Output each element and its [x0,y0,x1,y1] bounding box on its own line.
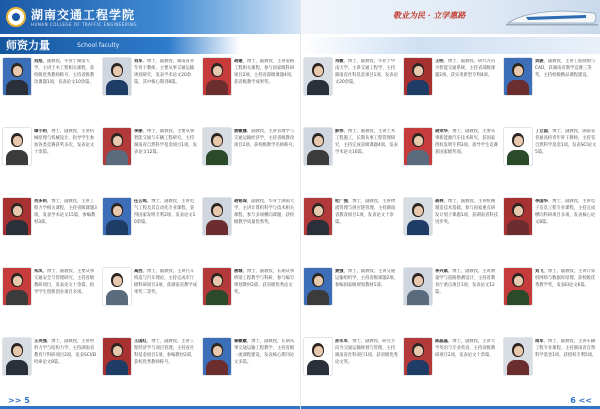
teacher-bio: 刘飞，博士，副教授，主讲计算机网络与数据库原理，获校级优秀教学奖，发表EI论文6篇。 [535,269,596,288]
teacher-bio-text: 博士，副教授，主讲电气工程及其自动化专业课程，获得国家发明专利2项，发表论文10余篇。 [134,199,196,225]
teacher-card [501,56,600,126]
teacher-bio-text: 博士，副教授，主讲工程力学相关课程，主持省级课题3项，发表学术论文15篇，参编教材3部。 [34,199,97,225]
teacher-card [501,126,600,196]
teacher-bio: 肖敏，博士，副教授，毕业于中南大学，主讲交通工程学，主持湖南省社科基金项目1项，发表论文20余篇。 [335,59,398,85]
teacher-bio-text: 博士，副教授，主要从事新能源汽车技术研究，获国家授权发明专利3项，指导学生竞赛获国家级奖项。 [435,129,498,155]
teacher-photo [504,128,532,165]
teacher-bio: 高西，博士，副教授，主讲汽车构造与汽车理论，主持完成市厅级科研项目3项，获湖南省教学成果奖二等奖。 [134,269,197,295]
teacher-bio-text: 副教授，主讲管理学与交通运输经济学，主持省级教改项目2项，获校级教学名师称号。 [234,129,297,148]
teacher-bio: 李丽，博士，副教授，主要从事智能交通与车辆工程研究，主持湖南省自然科学基金项目1项，发表论文12篇。 [134,129,197,155]
teacher-bio-text: 博士，副教授，主讲交通运输组织学，主持省级课题2项，参编国家级规划教材1部。 [335,269,398,288]
teacher-bio-text: 博士，副教授，研究方向为交通运输规划与管理，主持湖南省社科项目1项，获省级优秀论文奖。 [335,339,398,365]
teacher-bio-text: 博士，副教授，湖南省普通高校青年骨干教师，主持省自然科学基金1项，发表SCI论文5篇。 [535,129,597,155]
teacher-name: 王国红 [134,339,147,344]
teacher-bio-text: 博士，副教授，主讲材料力学与结构力学，主持湖南省教育厅科研项目2项，发表SCI/EI检索论文8篇。 [34,339,97,365]
teacher-photo [504,338,532,375]
teacher-photo [3,268,31,305]
teacher-card [100,336,200,406]
teacher-name: 王英强 [34,339,47,344]
teacher-photo [304,268,332,305]
teacher-name: 谭小莉 [34,129,47,134]
teacher-photo [203,58,231,95]
teacher-name: 周军 [535,339,544,344]
teacher-card [200,56,300,126]
teacher-bio: 王英强，博士，副教授，主讲材料力学与结构力学，主持湖南省教育厅科研项目2项，发表SCI/EI检索论文8篇。 [34,339,97,365]
teacher-photo [304,128,332,165]
teacher-name: 陈晶晶 [435,339,448,344]
teacher-card [100,126,200,196]
teacher-name: 李丽 [134,129,143,134]
teacher-bio: 胡建，博士，副教授，主讲道路工程相关课程，参与国家级科研项目2项，主持省部级课题4项，获省级教学成果奖。 [234,59,296,85]
teacher-bio-text: 博士，副教授，主讲土木工程施工，长期从事工程管理研究，主持完成省级课题4项，发表学术论文16篇。 [335,129,398,155]
teacher-card [100,266,200,336]
teacher-name: 吴骏 [535,59,544,64]
section-banner [0,37,240,54]
school-logo-icon [6,7,26,27]
section-title-en: School faculty [77,42,120,49]
teacher-card [301,126,401,196]
teacher-bio-text: 博士，副教授，主讲计算机网络与数据库原理，获校级优秀教学奖，发表EI论文6篇。 [535,269,596,288]
teacher-photo [3,338,31,375]
teacher-photo [404,58,432,95]
teacher-photo [103,198,131,235]
teacher-card [301,196,401,266]
teacher-name: 高西 [134,269,143,274]
teacher-bio: 刘旭，副教授，毕业于湖南大学，主讲土木工程相关课程，获校级优秀教师称号，主持省级教改课题1项，发表论文10余篇。 [34,59,95,85]
teacher-photo [504,198,532,235]
teacher-bio: 黄敏娜，副教授，主讲管理学与交通运输经济学，主持省级教改项目2项，获校级教学名师称号。 [234,129,297,148]
teacher-name: 肖多莉 [34,199,47,204]
teacher-bio: 周军，博士，副教授，主讲车辆工程专业课程，主持湖南省自然科学基金1项，获授权专利5项。 [535,339,597,358]
teacher-bio: 胡荣华，博士，副教授，主要从事新能源汽车技术研究，获国家授权发明专利3项，指导学生竞赛获国家级奖项。 [435,129,498,155]
teacher-name: 孙永军 [335,339,348,344]
teacher-name: 秦敏敏 [234,339,247,344]
teacher-bio-text: 博士，副教授，湖南省青年骨干教师，主要从事交通运输规划研究，发表学术论文20余篇，其中核心期刊8篇。 [134,59,195,85]
teacher-bio: 任云鸣，博士，副教授，主讲电气工程及其自动化专业课程，获得国家发明专利2项，发表论文10余篇。 [134,199,196,225]
right-page [300,0,600,409]
teacher-card [100,56,200,126]
teacher-bio: 胡林，博士，副教授，主讲机械制造技术基础，参与国家重点研发计划子课题1项，获湖南省科技进步奖。 [435,199,498,225]
teacher-photo [404,338,432,375]
teacher-card [301,56,401,126]
teacher-card [301,266,401,336]
teacher-bio: 彭伟，博士，副教授，主讲土木工程施工，长期从事工程管理研究，主持完成省级课题4项，发表学术论文16篇。 [335,129,398,155]
teacher-photo [203,198,231,235]
teacher-bio-text: 博士，副教授，主讲道路工程相关课程，参与国家级科研项目2项，主持省部级课题4项，获省级教学成果奖。 [234,59,296,85]
teacher-bio: 唐城，博士，副教授，长期从事桥梁工程教学与科研，参与编写规划教材2部，获省级优秀论文奖。 [234,269,295,295]
teacher-card [0,56,100,126]
teacher-bio-text: 博士，副教授，主要从事智能交通与车辆工程研究，主持湖南省自然科学基金项目1项，发表论文12篇。 [134,129,197,155]
teacher-card [401,56,501,126]
teacher-name: 唐城 [234,269,243,274]
teacher-bio-text: 博士，副教授，主讲机械原理与机械设计，指导学生参加各类竞赛获奖多次，发表论文十余篇。 [34,129,95,155]
teacher-photo [103,58,131,95]
teacher-photo [504,58,532,95]
teacher-card [301,336,401,406]
teacher-bio: 朱凤，博士，副教授，主要从事交通安全与管理研究，主持省级教研项目，发表论文十余篇，指导学生创新创业项目多项。 [34,269,95,295]
teacher-bio-text: 博士，副教授，研究方向为智能交通系统，主持省部级课题2项，获实用新型专利4项。 [435,59,496,78]
page-number-left: >> 5 [8,396,30,405]
teacher-name: 胡林 [435,199,444,204]
teacher-card [501,266,600,336]
teacher-card [200,266,300,336]
teacher-bio-text: 博士，副教授，毕业于中南大学，主讲交通工程学，主持湖南省社科基金项目1项，发表论文20余篇。 [335,59,398,85]
school-name-en: HUNAN COLLEGE OF TRAFFIC ENGINEERING [31,22,138,27]
teacher-bio-text: 博士，副教授，主讲汽车构造与汽车理论，主持完成市厅级科研项目3项，获湖南省教学成果奖二等奖。 [134,269,197,295]
teacher-name: 任云鸣 [134,199,147,204]
page-number-right: 6 << [570,396,592,405]
teacher-card [401,196,501,266]
teacher-bio: 李国华，博士，副教授，主讲电子信息工程专业课程，主持完成横向科研项目多项，发表核心论文8篇。 [535,199,596,225]
teacher-card [0,196,100,266]
school-name: 湖南交通工程学院 [31,8,136,22]
teacher-photo [103,338,131,375]
page-header-right [301,0,600,34]
teacher-card [401,266,501,336]
teacher-bio-text: 博士，副教授，长期从事交通运输工程教学，主持省级一流课程建设，发表核心期刊论文多篇。 [234,339,295,365]
teacher-bio-text: 博士，副教授，主讲大学英语与专业英语，主持省级教研项目2项，发表论文十余篇。 [435,339,496,358]
high-speed-train-icon [506,5,598,29]
teacher-name: 黄敏娜 [234,129,247,134]
section-title: 师资力量 [6,39,50,52]
teacher-name: 李国华 [535,199,548,204]
teacher-photo [404,268,432,305]
teacher-card [0,126,100,196]
teacher-photo [304,58,332,95]
teacher-photo [3,128,31,165]
teacher-photo [3,198,31,235]
teacher-name: 刘旭 [34,59,43,64]
teacher-bio-text: 博士，副教授，主讲车辆工程专业课程，主持湖南省自然科学基金1项，获授权专利5项。 [535,339,597,358]
teacher-bio-text: 副教授，毕业于湖南大学，主讲土木工程相关课程，获校级优秀教师称号，主持省级教改课题1项，发表论文10余篇。 [34,59,95,85]
slogan: 敬业为民 · 立学惠路 [393,10,466,20]
teacher-photo [504,268,532,305]
teacher-bio: 李兴斌，博士，副教授，主讲测量学与道路勘测设计，主持省教育厅重点项目1项，发表论文12篇。 [435,269,496,295]
teacher-card [200,336,300,406]
teacher-bio: 吴骏，副教授，主讲工程制图与CAD，获湖南省教学竞赛三等奖，主持校级精品课程建设。 [535,59,596,78]
teacher-name: 黄强 [335,269,344,274]
teacher-bio: 刘军，博士，副教授，湖南省青年骨干教师，主要从事交通运输规划研究，发表学术论文20余篇，其中核心期刊8篇。 [134,59,195,85]
teacher-bio-text: 博士，副教授，主要从事交通安全与管理研究，主持省级教研项目，发表论文十余篇，指导学生创新创业项目多项。 [34,269,95,295]
teacher-bio-text: 博士，副教授，主讲测量学与道路勘测设计，主持省教育厅重点项目1项，发表论文12篇。 [435,269,496,295]
teacher-bio-text: 博士，副教授，主讲机械制造技术基础，参与国家重点研发计划子课题1项，获湖南省科技进步奖。 [435,199,498,225]
teacher-name: 胡荣华 [435,129,448,134]
teacher-name: 丁立国 [535,129,548,134]
teacher-photo [3,58,31,95]
teacher-bio: 胡铭琛，副教授，毕业于湖南大学，主讲计算机科学与技术相关课程，参与多项横向课题，获校级教学质量优秀奖。 [234,199,295,225]
teacher-card [100,196,200,266]
teacher-photo [304,338,332,375]
teacher-bio: 丁立国，博士，副教授，湖南省普通高校青年骨干教师，主持省自然科学基金1项，发表SCI论文5篇。 [535,129,597,155]
teacher-bio: 王明，博士，副教授，研究方向为智能交通系统，主持省部级课题2项，获实用新型专利4项。 [435,59,496,78]
teacher-card [401,336,501,406]
teacher-bio: 肖多莉，博士，副教授，主讲工程力学相关课程，主持省级课题3项，发表学术论文15篇，参编教材3部。 [34,199,97,225]
teacher-name: 王明 [435,59,444,64]
teacher-bio-text: 博士，副教授，主讲物流管理与供应链管理，主持湖南省教改项目1项，发表论文十余篇。 [335,199,396,225]
teacher-name: 刘飞 [535,269,544,274]
teacher-name: 朱凤 [34,269,43,274]
teacher-photo [203,268,231,305]
teacher-bio-text: 副教授，主讲工程制图与CAD，获湖南省教学竞赛三等奖，主持校级精品课程建设。 [535,59,596,78]
teacher-name: 彭伟 [335,129,344,134]
teacher-name: 刘军 [134,59,143,64]
teacher-name: 肖敏 [335,59,344,64]
teacher-name: 杜广强 [335,199,348,204]
teacher-photo [404,198,432,235]
teacher-card [0,266,100,336]
teacher-bio-text: 博士，副教授，长期从事桥梁工程教学与科研，参与编写规划教材2部，获省级优秀论文奖。 [234,269,295,295]
teacher-bio: 黄强，博士，副教授，主讲交通运输组织学，主持省级课题2项，参编国家级规划教材1部。 [335,269,398,288]
teacher-name: 胡建 [234,59,243,64]
teacher-photo [404,128,432,165]
teacher-bio: 王国红，博士，副教授，主讲工程经济学与项目管理，主持省社科基金项目1项，参编教材2部，获校优秀教师称号。 [134,339,196,365]
teacher-bio: 杜广强，博士，副教授，主讲物流管理与供应链管理，主持湖南省教改项目1项，发表论文十余篇。 [335,199,396,225]
page-header [0,0,300,34]
teacher-bio: 孙永军，博士，副教授，研究方向为交通运输规划与管理，主持湖南省社科项目1项，获省级优秀论文奖。 [335,339,398,365]
teacher-bio-text: 博士，副教授，主讲工程经济学与项目管理，主持省社科基金项目1项，参编教材2部，获校优秀教师称号。 [134,339,196,365]
teacher-photo [203,128,231,165]
teacher-bio-text: 博士，副教授，主讲电子信息工程专业课程，主持完成横向科研项目多项，发表核心论文8篇。 [535,199,596,225]
section-banner-right [301,37,600,54]
teacher-bio-text: 副教授，毕业于湖南大学，主讲计算机科学与技术相关课程，参与多项横向课题，获校级教学质量优秀奖。 [234,199,295,225]
teacher-card [501,196,600,266]
teacher-name: 李兴斌 [435,269,448,274]
teacher-bio: 谭小莉，博士，副教授，主讲机械原理与机械设计，指导学生参加各类竞赛获奖多次，发表论文十余篇。 [34,129,95,155]
teacher-photo [304,198,332,235]
teacher-card [401,126,501,196]
teacher-card [200,196,300,266]
teacher-name: 胡铭琛 [234,199,247,204]
teacher-photo [203,338,231,375]
teacher-bio: 陈晶晶，博士，副教授，主讲大学英语与专业英语，主持省级教研项目2项，发表论文十余篇。 [435,339,496,358]
teacher-card [200,126,300,196]
teacher-photo [103,268,131,305]
teacher-bio: 秦敏敏，博士，副教授，长期从事交通运输工程教学，主持省级一流课程建设，发表核心期刊论文多篇。 [234,339,295,365]
teacher-photo [103,128,131,165]
